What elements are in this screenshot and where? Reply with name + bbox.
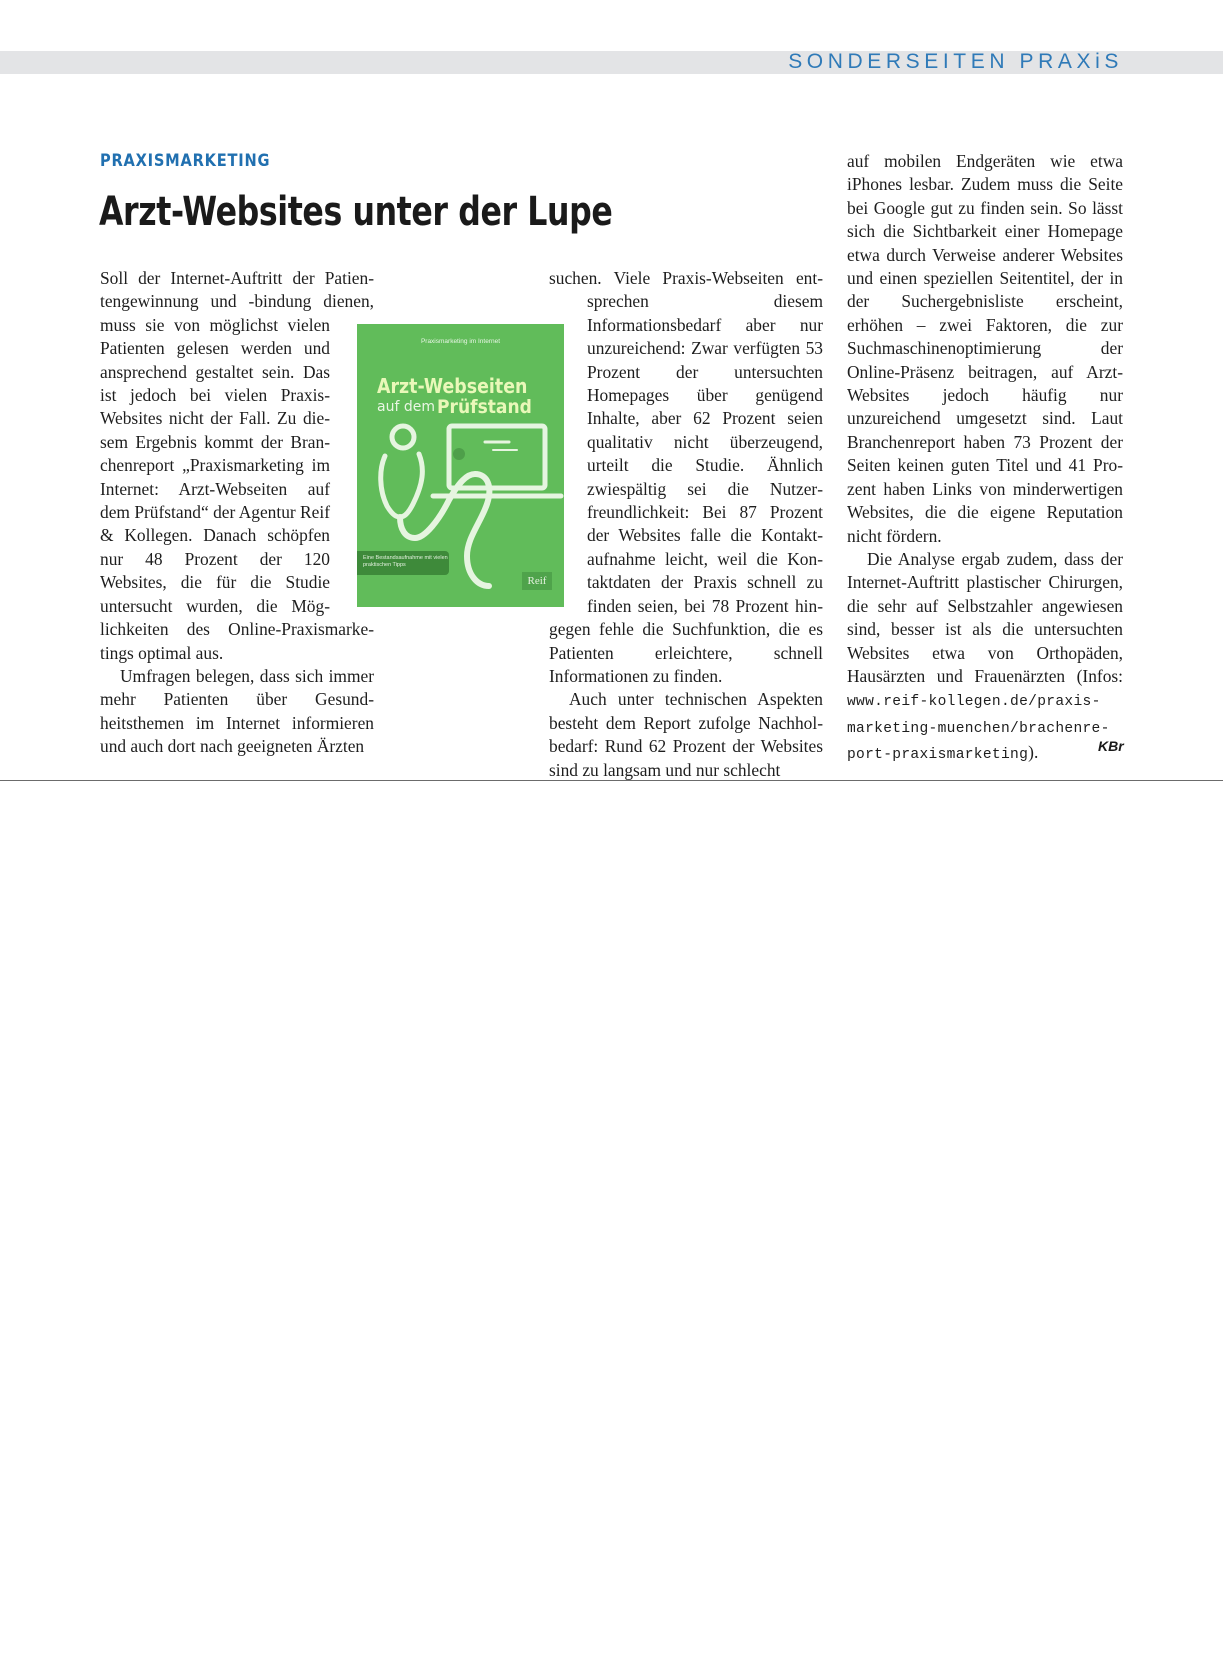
section-label: SONDERSEITEN PRAXiS <box>788 50 1123 73</box>
publisher-logo: Reif <box>522 572 552 590</box>
article-column-1 <box>100 267 374 759</box>
paragraph: suchen. Viele Praxis-Webseiten entsprechen diesem Informationsbedarf aber nur unzureichend: Zwar verfügten 53 Prozent der untersuchten Homepages über genügend Inhalte, aber 62 Prozent seien qualitativ nicht überzeugend, urteilt die Studie. Ähnlich zwiespältig sei die Nutzerfreundlichkeit: Bei 87 Prozent der Websites falle die Kontaktaufnahme leicht, weil die Kontaktdaten der Praxis schnell zu finden seien, bei 78 Prozent hingegen fehle die Suchfunktion, die es Patienten erleichtere, schnell Informationen zu finden. <box>549 268 823 686</box>
cover-series: Praxismarketing im Internet <box>420 338 501 345</box>
paragraph: Die Analyse ergab zudem, dass der Internet-Auftritt plastischer Chirurgen, die sehr auf Selbstzahler angewiesen sind, besser ist als die untersuchten Websites etwa von Orthopäden, Hausärzten und Frauenärzten (Infos: www.reif-kollegen.de/praxismarketing-muenchen/brachenreport-praxismarketing). <box>847 548 1123 764</box>
author-signature: KBr <box>1098 738 1124 754</box>
info-url[interactable]: www.reif-kollegen.de/praxismarketing-muenchen/brachenreport-praxismarketing <box>847 694 1110 764</box>
book-cover-image <box>357 324 564 607</box>
article-headline: Arzt-Websites unter der Lupe <box>99 189 613 235</box>
paragraph: auf mobilen Endgeräten wie etwa iPhones lesbar. Zudem muss die Seite bei Google gut zu finden sein. So lässt sich die Sichtbarkeit einer Homepage etwa durch Verweise anderer Websites und einen speziellen Seitentitel, der in der Suchergebnisliste erscheint, erhöhen – zwei Faktoren, die zur Suchmaschinenoptimierung der Online-Präsenz beitragen, auf Arzt-Websites jedoch häufig nur unzureichend umgesetzt sind. Laut Branchenreport haben 73 Prozent der Seiten keinen guten Titel und 41 Prozent haben Links von minderwertigen Websites, die die eigene Reputation nicht fördern. <box>847 151 1123 546</box>
divider <box>0 780 1223 781</box>
article-column-3 <box>847 150 1123 768</box>
cover-tagline: Eine Bestandsaufnahme mit vielen praktischen Tipps <box>357 551 449 575</box>
paragraph: Umfragen belegen, dass sich immer mehr Patienten über Gesundheitsthemen im Internet informieren und auch dort nach geeigneten Ärzten <box>100 665 374 757</box>
paragraph: Soll der Internet-Auftritt der Patientengewinnung und -bindung dienen, muss sie von möglichst vielen Patienten gelesen werden und ansprechend gestaltet sein. Das ist jedoch bei vielen Praxis-Websites nicht der Fall. Zu diesem Ergebnis kommt der Branchenreport „Praxismarketing im Internet: Arzt-Webseiten auf dem Prüfstand“ der Agentur Reif & Kollegen. Danach schöpfen nur 48 Prozent der 120 Websites, die für die Studie untersucht wurden, die Möglichkeiten des Online-Praxismarketings optimal aus. <box>100 268 374 663</box>
article-kicker: PRAXISMARKETING <box>100 151 271 171</box>
article-column-2 <box>549 267 823 782</box>
cover-title: Arzt-Webseiten <box>377 374 528 398</box>
paragraph: Auch unter technischen Aspekten besteht dem Report zufolge Nachholbedarf: Rund 62 Prozent der Websites sind zu langsam und nur schlecht <box>549 689 823 780</box>
cover-subtitle-b: Prüfstand <box>437 396 532 418</box>
cover-subtitle-a: auf dem <box>377 399 435 415</box>
